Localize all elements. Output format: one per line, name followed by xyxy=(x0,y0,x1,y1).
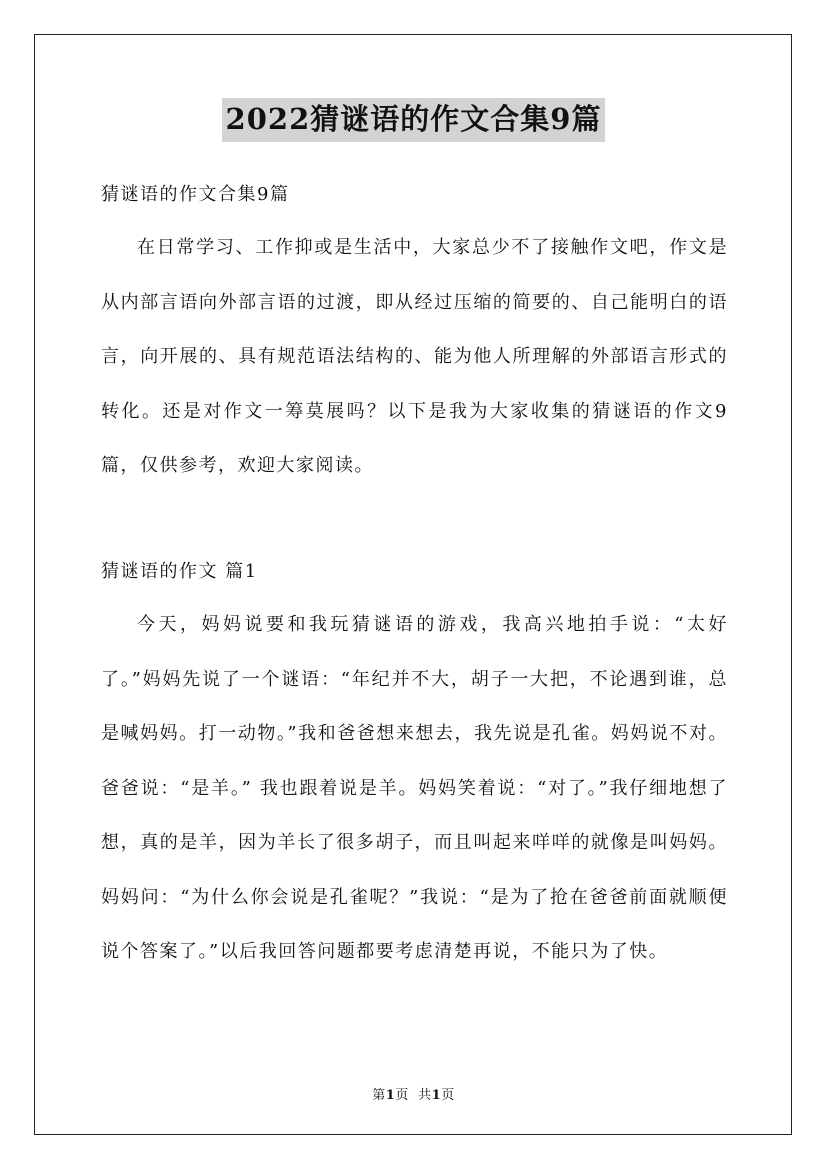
document-title: 2022猜谜语的作文合集9篇 xyxy=(222,98,606,142)
total-suffix: 页 xyxy=(441,1088,455,1103)
page-footer xyxy=(0,1084,827,1103)
page-prefix: 第 xyxy=(372,1088,386,1103)
essay-paragraph: 今天，妈妈说要和我玩猜谜语的游戏，我高兴地拍手说：“太好了。”妈妈先说了一个谜语：“年纪并不大，胡子一大把，不论遇到谁，总是喊妈妈。打一动物。”我和爸爸想来想去，我先说是孔雀。妈妈说不对。爸爸说：“是羊。” 我也跟着说是羊。妈妈笑着说：“对了。”我仔细地想了想，真的是羊，因为羊长了很多胡子，而且叫起来咩咩的就像是叫妈妈。妈妈问：“为什么你会说是孔雀呢？”我说：“是为了抢在爸爸前面就顺便说个答案了。”以后我回答问题都要考虑清楚再说，不能只为了快。 xyxy=(101,614,728,962)
section-heading: 猜谜语的作文 篇1 xyxy=(101,561,258,582)
page-number: 1 xyxy=(385,1088,396,1103)
total-prefix: 共 xyxy=(418,1088,432,1103)
intro-paragraph: 在日常学习、工作抑或是生活中，大家总少不了接触作文吧，作文是从内部言语向外部言语的过渡，即从经过压缩的简要的、自己能明白的语言，向开展的、具有规范语法结构的、能为他人所理解的外部语言形式的转化。还是对作文一筹莫展吗？以下是我为大家收集的猜谜语的作文9篇，仅供参考，欢迎大家阅读。 xyxy=(101,237,728,476)
total-pages: 1 xyxy=(431,1088,442,1103)
page-suffix: 页 xyxy=(395,1088,409,1103)
document-subtitle: 猜谜语的作文合集9篇 xyxy=(101,184,290,205)
title-container xyxy=(0,98,827,142)
